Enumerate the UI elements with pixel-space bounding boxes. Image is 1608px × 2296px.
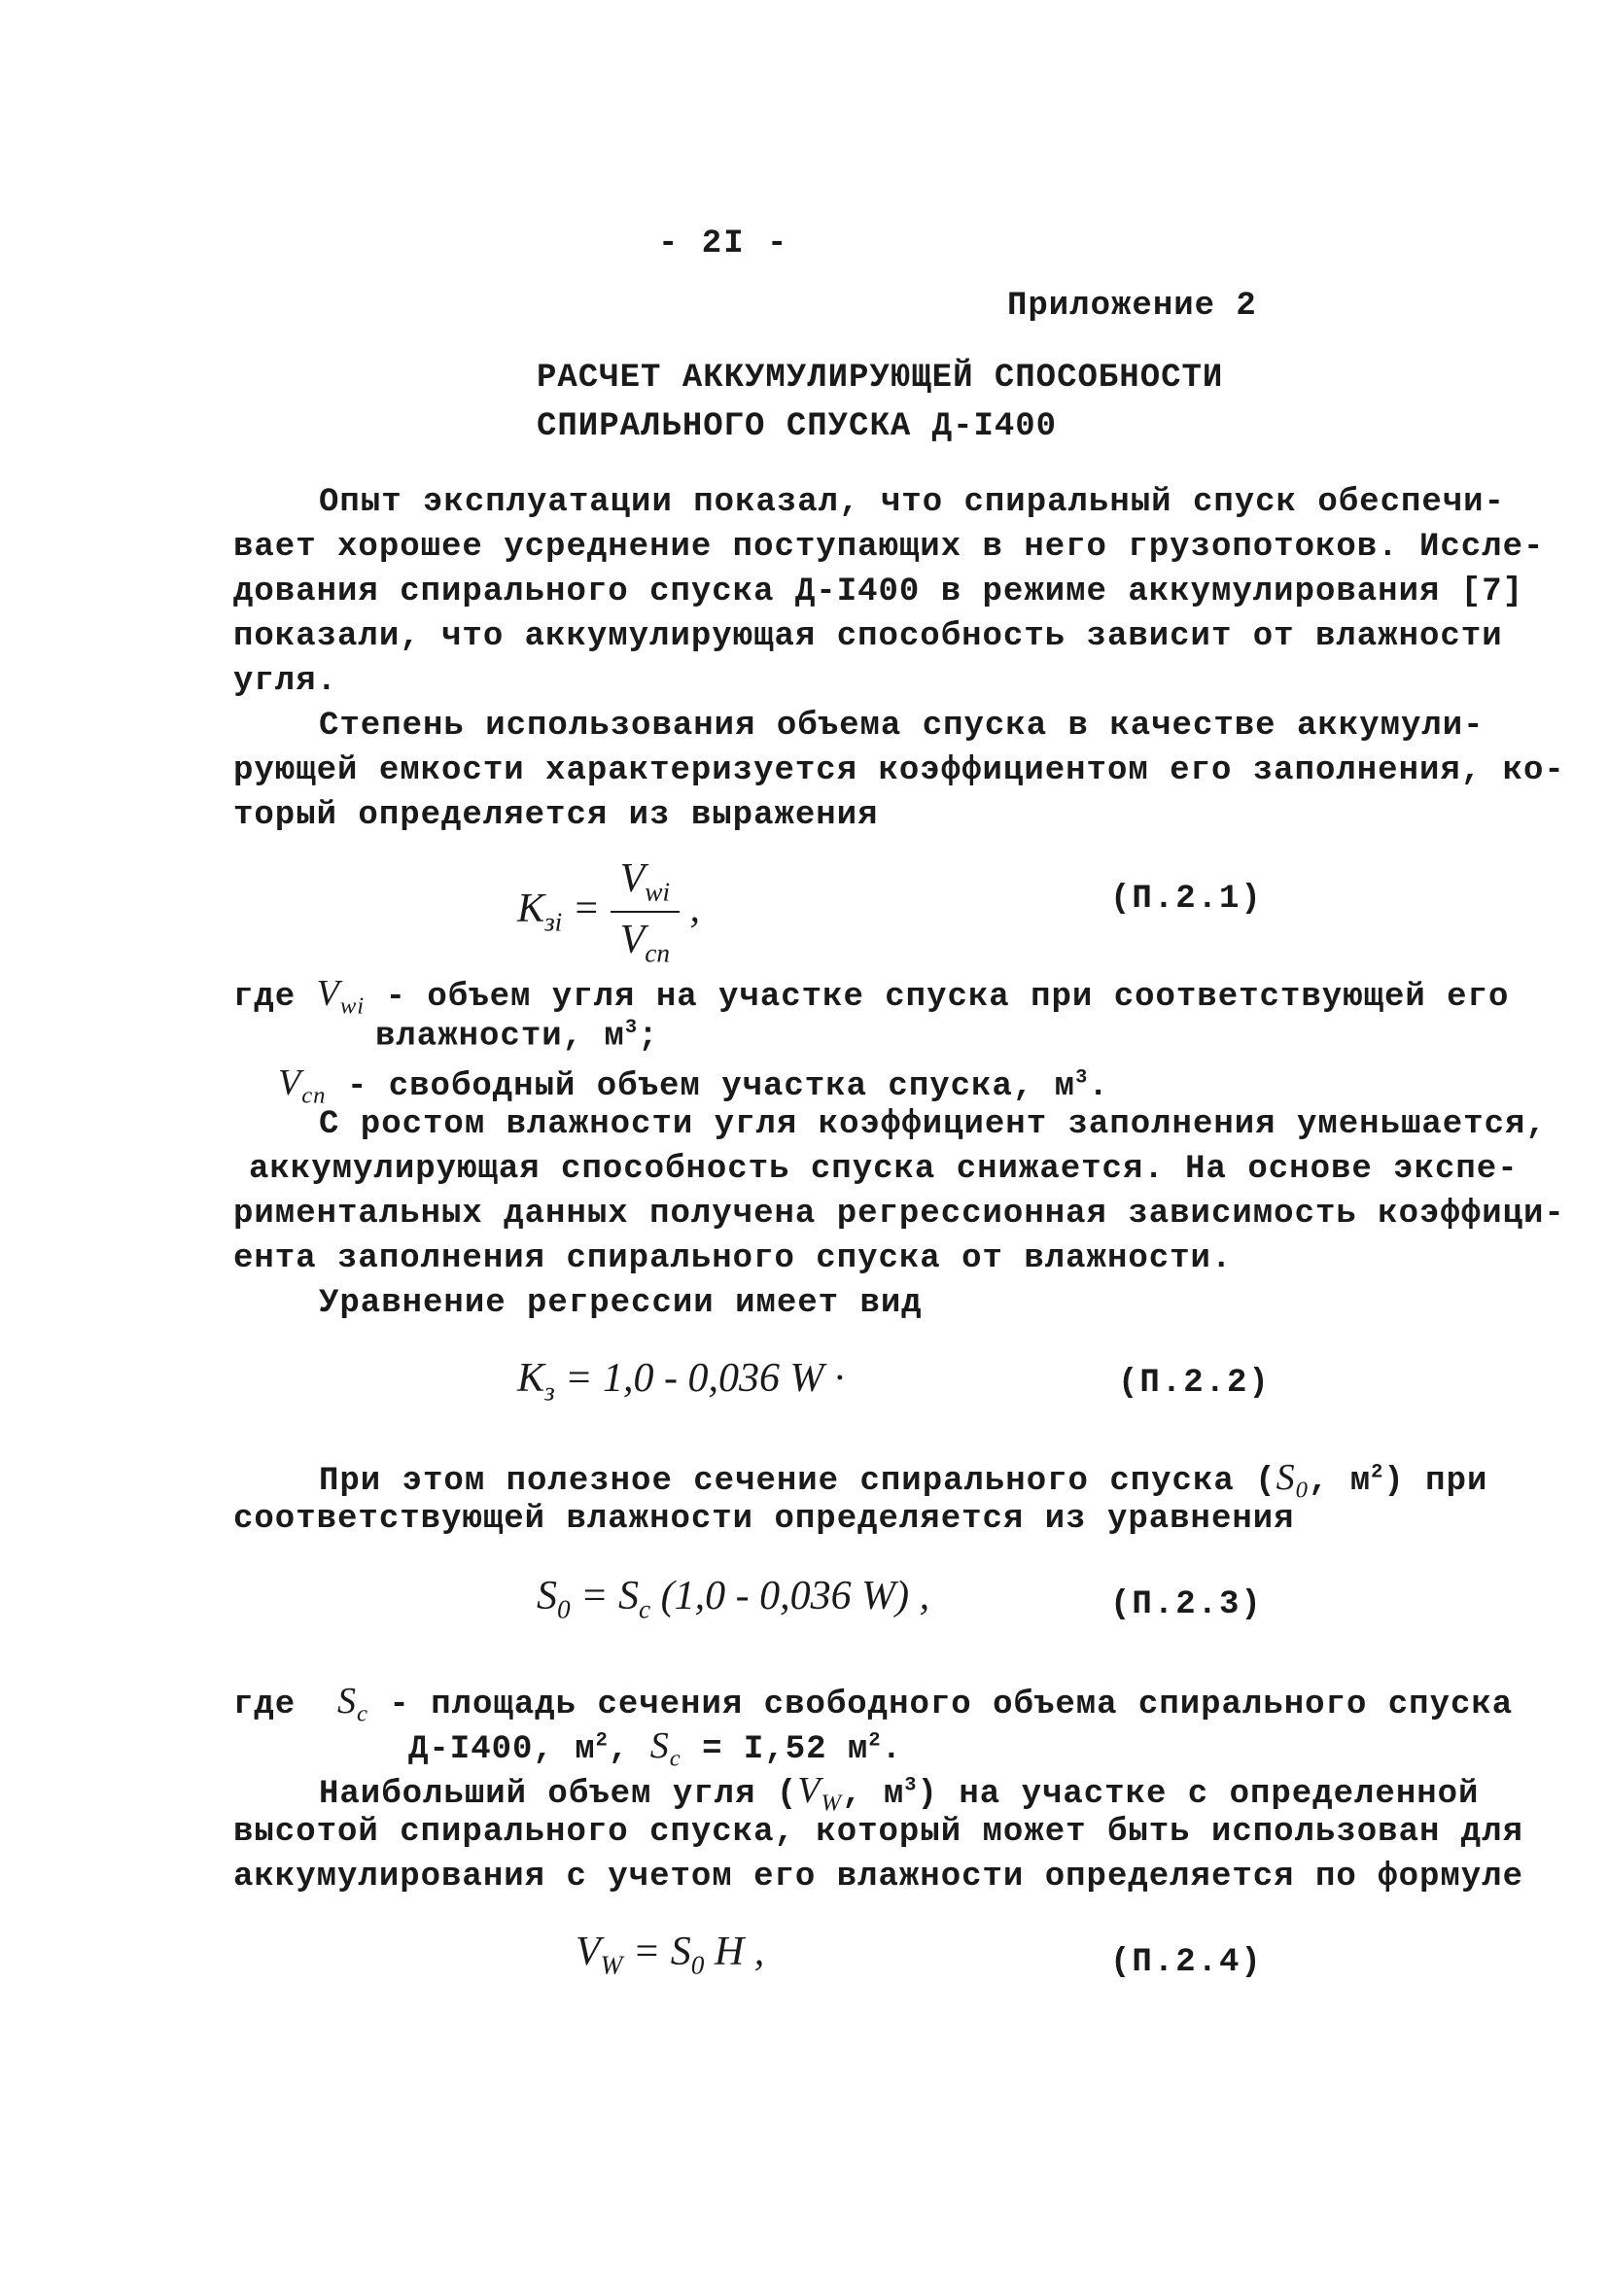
- para6-line-2: высотой спирального спуска, который может быть использован для: [233, 1814, 1524, 1851]
- equation-1-label: (П.2.1): [1110, 881, 1263, 918]
- para1-line-2: вает хорошее усреднение поступающих в него грузопотоков. Иссле-: [233, 529, 1545, 566]
- para5-line-1: При этом полезное сечение спирального спуска ($S_0$, $м^2$) при: [319, 1457, 1488, 1504]
- para6-line-1: Наибольший объем угля ($V_W$, $м^3$) на участке с определенной: [319, 1770, 1480, 1817]
- para3-line-4: ента заполнения спирального спуска от влажности.: [233, 1240, 1233, 1277]
- equation-3-label: (П.2.3): [1110, 1586, 1263, 1623]
- para1-line-5: угля.: [233, 663, 338, 700]
- equation-1: $K_{зi}$ = $\frac{V_{wi}}{V_{сп}}$ ,: [517, 856, 701, 968]
- para1-line-3: дования спирального спуска Д-I400 в режиме аккумулирования [7]: [233, 574, 1524, 610]
- para2-line-2: рующей емкости характеризуется коэффициентом его заполнения, ко-: [233, 752, 1565, 789]
- equation-3: $S_0 = S_с$ (1,0 - 0,036 W) ,: [537, 1574, 930, 1624]
- where1-line-2: влажности, $м^3$;: [375, 1017, 659, 1056]
- title-line-2: СПИРАЛЬНОГО СПУСКА Д-I400: [537, 408, 1058, 445]
- appendix-label: Приложение 2: [1007, 288, 1257, 325]
- para2-line-1: Степень использования объема спуска в качестве аккумули-: [319, 708, 1485, 745]
- title-line-1: РАСЧЕТ АККУМУЛИРУЮЩЕЙ СПОСОБНОСТИ: [537, 360, 1224, 397]
- para6-line-3: аккумулирования с учетом его влажности определяется по формуле: [233, 1859, 1524, 1896]
- para3-line-2: аккумулирующая способность спуска снижается. На основе экспе-: [249, 1151, 1519, 1188]
- equation-4-label: (П.2.4): [1110, 1944, 1263, 1981]
- para5-line-2: соответствующей влажности определяется из уравнения: [233, 1501, 1295, 1538]
- para1-line-1: Опыт эксплуатации показал, что спиральный спуск обеспечи-: [319, 484, 1505, 521]
- where1-line-1: где $V_{wi}$ - объем угля на участке спуска при соответствующей его: [233, 973, 1510, 1020]
- para2-line-3: торый определяется из выражения: [233, 797, 879, 834]
- equation-4: $V_W = S_0$ H ,: [576, 1930, 765, 1980]
- page-number: - 2I -: [658, 226, 789, 262]
- where1-line-3: $V_{сп}$ - свободный объем участка спуска, $м^3$.: [278, 1062, 1109, 1109]
- para4: Уравнение регрессии имеет вид: [319, 1285, 923, 1322]
- where2-line-1: где $S_с$ - площадь сечения свободного объема спирального спуска: [233, 1681, 1514, 1727]
- para1-line-4: показали, что аккумулирующая способность зависит от влажности: [233, 618, 1503, 655]
- where2-line-2: Д-I400, $м^2$, $S_с = I,52$ $м^2$.: [408, 1725, 902, 1772]
- para3-line-1: С ростом влажности угля коэффициент заполнения уменьшается,: [319, 1106, 1547, 1143]
- para3-line-3: риментальных данных получена регрессионная зависимость коэффици-: [233, 1196, 1565, 1233]
- equation-2-label: (П.2.2): [1118, 1365, 1271, 1402]
- equation-2: $K_з = 1,0 - 0,036$ W ·: [517, 1356, 845, 1407]
